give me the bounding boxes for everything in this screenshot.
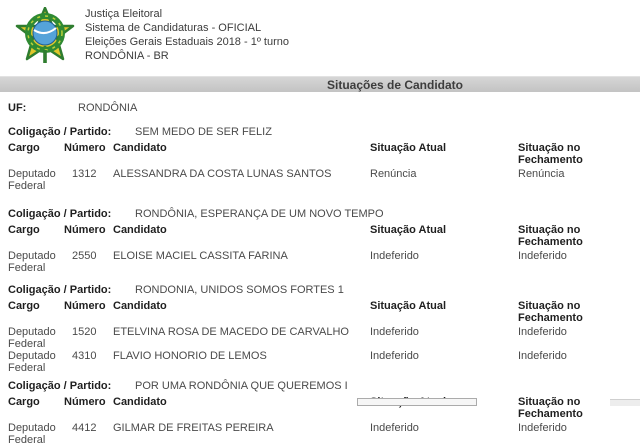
cargo-cell: Deputado Federal <box>8 326 56 350</box>
table-header-row <box>0 301 640 324</box>
page-title: Situações de Candidato <box>326 78 464 92</box>
cutoff-element <box>357 398 477 406</box>
col-situacao-atual: Situação Atual <box>370 300 446 312</box>
col-situacao-fechamento: Situação no Fechamento <box>518 300 583 324</box>
col-cargo: Cargo <box>8 142 40 154</box>
col-cargo: Cargo <box>8 300 40 312</box>
situacao-atual-cell: Renúncia <box>370 168 417 180</box>
coligacao-value: RONDONIA, UNIDOS SOMOS FORTES 1 <box>135 284 344 296</box>
numero-cell: 1312 <box>72 168 97 180</box>
col-numero: Número <box>64 224 106 236</box>
coligacao-label: Coligação / Partido: <box>8 126 112 138</box>
candidato-cell: ALESSANDRA DA COSTA LUNAS SANTOS <box>113 168 332 180</box>
situacao-atual-cell: Indeferido <box>370 422 419 434</box>
candidato-cell: FLAVIO HONORIO DE LEMOS <box>113 350 267 362</box>
uf-label: UF: <box>8 102 27 114</box>
coligacao-row <box>8 284 640 296</box>
coligacao-value: RONDÔNIA, ESPERANÇA DE UM NOVO TEMPO <box>135 208 384 220</box>
col-numero: Número <box>64 396 106 408</box>
table-row <box>0 351 640 374</box>
col-situacao-atual: Situação Atual <box>370 224 446 236</box>
col-situacao-fechamento: Situação no Fechamento <box>518 224 583 248</box>
letterhead-lines <box>85 7 289 63</box>
coligacao-label: Coligação / Partido: <box>8 380 112 392</box>
candidato-cell: ELOISE MACIEL CASSITA FARINA <box>113 250 288 262</box>
situacao-fechamento-cell: Indeferido <box>518 250 567 262</box>
col-cargo: Cargo <box>8 396 40 408</box>
col-numero: Número <box>64 142 106 154</box>
brazil-coat-of-arms-icon <box>14 7 76 65</box>
numero-cell: 4412 <box>72 422 97 434</box>
coligacao-label: Coligação / Partido: <box>8 208 112 220</box>
coligacao-value: SEM MEDO DE SER FELIZ <box>135 126 272 138</box>
report-header <box>0 0 640 76</box>
situacao-fechamento-cell: Indeferido <box>518 350 567 362</box>
state-name: RONDÔNIA - BR <box>85 50 169 62</box>
table-row <box>0 251 640 274</box>
coligacao-group <box>0 284 640 374</box>
coligacao-value: POR UMA RONDÔNIA QUE QUEREMOS I <box>135 380 348 392</box>
col-candidato: Candidato <box>113 300 167 312</box>
uf-value: RONDÔNIA <box>78 102 138 114</box>
numero-cell: 2550 <box>72 250 97 262</box>
col-cargo: Cargo <box>8 224 40 236</box>
situacao-fechamento-cell: Indeferido <box>518 326 567 338</box>
table-header-row <box>0 143 640 166</box>
situacao-fechamento-cell: Renúncia <box>518 168 565 180</box>
table-header-row <box>0 397 640 420</box>
table-header-row <box>0 225 640 248</box>
col-situacao-fechamento: Situação no Fechamento <box>518 396 583 420</box>
title-bar <box>0 76 640 92</box>
table-row <box>0 327 640 350</box>
coligacao-label: Coligação / Partido: <box>8 284 112 296</box>
coligacao-row <box>8 208 640 220</box>
col-candidato: Candidato <box>113 142 167 154</box>
table-row <box>0 169 640 192</box>
candidato-cell: GILMAR DE FREITAS PEREIRA <box>113 422 274 434</box>
coligacao-group <box>0 126 640 192</box>
table-row <box>0 423 640 446</box>
col-candidato: Candidato <box>113 396 167 408</box>
situacao-atual-cell: Indeferido <box>370 250 419 262</box>
uf-row <box>8 102 640 114</box>
election-name: Eleições Gerais Estaduais 2018 - 1º turno <box>85 36 289 48</box>
numero-cell: 4310 <box>72 350 97 362</box>
col-candidato: Candidato <box>113 224 167 236</box>
coligacao-row <box>8 126 640 138</box>
coligacao-group <box>0 208 640 274</box>
situacao-atual-cell: Indeferido <box>370 326 419 338</box>
col-situacao-fechamento: Situação no Fechamento <box>518 142 583 166</box>
cargo-cell: Deputado Federal <box>8 168 56 192</box>
coligacao-row <box>8 380 640 392</box>
system-name: Sistema de Candidaturas - OFICIAL <box>85 22 262 34</box>
situacao-fechamento-cell: Indeferido <box>518 422 567 434</box>
org-name: Justiça Eleitoral <box>85 8 163 20</box>
situacao-atual-cell: Indeferido <box>370 350 419 362</box>
cargo-cell: Deputado Federal <box>8 422 56 446</box>
numero-cell: 1520 <box>72 326 97 338</box>
cargo-cell: Deputado Federal <box>8 350 56 374</box>
candidato-cell: ETELVINA ROSA DE MACEDO DE CARVALHO <box>113 326 349 338</box>
coligacao-group <box>0 380 640 446</box>
col-numero: Número <box>64 300 106 312</box>
col-situacao-atual: Situação Atual <box>370 142 446 154</box>
cargo-cell: Deputado Federal <box>8 250 56 274</box>
